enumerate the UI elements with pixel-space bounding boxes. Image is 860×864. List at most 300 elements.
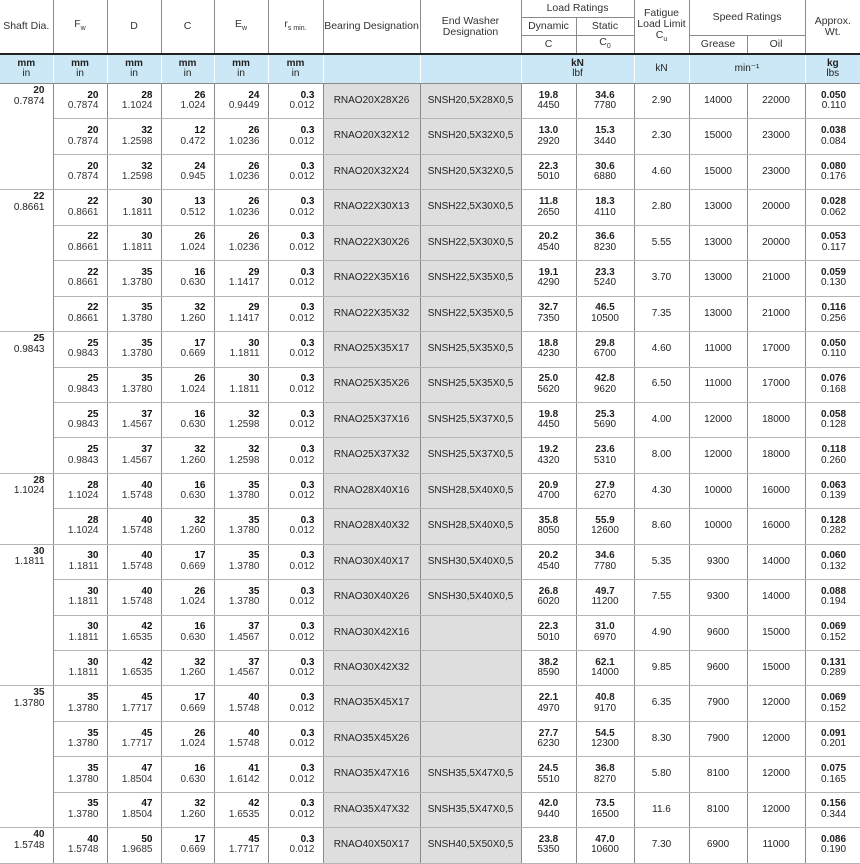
speed-grease: 9300: [689, 580, 747, 615]
dynamic-lbf: 4540: [537, 560, 560, 572]
c-mm: 26: [194, 585, 206, 597]
dynamic-kn: 11.8: [539, 196, 558, 208]
rs-mm: 0.3: [300, 479, 315, 491]
speed-oil: 16000: [747, 473, 805, 508]
speed-oil: 14000: [747, 544, 805, 579]
static-load-cell: [576, 367, 634, 402]
c-mm: 32: [194, 302, 206, 314]
c-mm: 16: [194, 763, 206, 775]
weight-kg: 0.131: [821, 656, 847, 668]
bearing-designation: RNAO30X42X32: [323, 651, 420, 686]
shaft-mm: 25: [33, 333, 45, 345]
ew-mm: 35: [248, 514, 260, 526]
c-cell: [161, 261, 214, 296]
weight-cell: [805, 154, 860, 189]
fatigue-limit: 5.35: [634, 544, 689, 579]
c-mm: 26: [194, 373, 206, 385]
washer-designation: SNSH22,5X35X0,5: [420, 261, 521, 296]
static-kn: 25.3: [595, 408, 615, 420]
weight-kg: 0.080: [821, 160, 847, 172]
d-mm: 37: [141, 444, 153, 456]
shaft-in: 0.7874: [13, 95, 45, 107]
c-cell: [161, 367, 214, 402]
fw-mm: 25: [87, 444, 99, 456]
d-cell: [107, 651, 161, 686]
dynamic-load-cell: [521, 828, 576, 863]
speed-grease: 7900: [689, 721, 747, 756]
fatigue-limit: 2.30: [634, 119, 689, 154]
fatigue-limit: 7.35: [634, 296, 689, 331]
rs-in: 0.012: [289, 631, 315, 643]
speed-oil: 14000: [747, 580, 805, 615]
rs-in: 0.012: [289, 738, 315, 750]
table-row: [0, 296, 860, 331]
weight-cell: [805, 119, 860, 154]
shaft-dia-cell: [0, 190, 53, 332]
weight-kg: 0.060: [821, 550, 847, 562]
ew-cell: [214, 828, 268, 863]
weight-cell: [805, 580, 860, 615]
static-kn: 47.0: [595, 833, 615, 845]
shaft-in: 1.1024: [13, 485, 45, 497]
weight-lbs: 0.062: [821, 206, 847, 218]
c-mm: 16: [194, 266, 206, 278]
rs-in: 0.012: [289, 419, 315, 431]
ew-cell: [214, 119, 268, 154]
weight-kg: 0.118: [821, 444, 847, 456]
ew-in: 1.0236: [228, 206, 260, 218]
rs-mm: 0.3: [300, 763, 315, 775]
dynamic-kn: 20.9: [538, 479, 559, 491]
ew-cell: [214, 792, 268, 827]
ew-cell: [214, 473, 268, 508]
ew-mm: 24: [248, 89, 260, 101]
speed-grease: 13000: [689, 225, 747, 260]
static-load-cell: [576, 721, 634, 756]
static-kn: 15.3: [595, 125, 615, 137]
table-row: [0, 402, 860, 437]
washer-designation: SNSH30,5X40X0,5: [420, 544, 521, 579]
shaft-in: 1.3780: [13, 697, 45, 709]
c-cell: [161, 438, 214, 473]
weight-lbs: 0.139: [821, 490, 847, 502]
dynamic-lbf: 5510: [537, 773, 560, 785]
static-load-cell: [576, 792, 634, 827]
d-mm: 45: [141, 727, 153, 739]
fw-in: 0.9843: [67, 454, 99, 466]
weight-lbs: 0.152: [821, 702, 847, 714]
weight-kg: 0.091: [821, 727, 847, 739]
fw-in: 1.1811: [68, 631, 99, 643]
weight-cell: [805, 792, 860, 827]
rs-mm: 0.3: [300, 408, 315, 420]
washer-designation: SNSH25,5X37X0,5: [420, 402, 521, 437]
speed-oil: 17000: [747, 332, 805, 367]
static-lbf: 14000: [591, 667, 619, 679]
rs-mm: 0.3: [300, 833, 315, 845]
bearing-designation: RNAO25X37X16: [323, 402, 420, 437]
weight-lbs: 0.110: [821, 348, 847, 360]
d-mm: 40: [141, 514, 153, 526]
weight-cell: [805, 438, 860, 473]
rs-cell: [268, 190, 323, 225]
rs-mm: 0.3: [300, 727, 315, 739]
fatigue-limit: 4.00: [634, 402, 689, 437]
table-row: [0, 651, 860, 686]
fw-mm: 35: [87, 798, 99, 810]
speed-grease: 13000: [689, 296, 747, 331]
fw-cell: [53, 792, 107, 827]
static-load-cell: [576, 119, 634, 154]
speed-oil: 18000: [747, 438, 805, 473]
shaft-mm: 40: [33, 829, 45, 841]
d-in: 1.5748: [121, 490, 153, 502]
ew-mm: 42: [248, 798, 260, 810]
fw-in: 1.3780: [67, 773, 99, 785]
dynamic-load-cell: [521, 296, 576, 331]
table-row: [0, 544, 860, 579]
washer-designation: SNSH40,5X50X0,5: [420, 828, 521, 863]
shaft-dia-cell: [0, 84, 53, 190]
d-in: 1.8504: [121, 773, 153, 785]
speed-grease: 10000: [689, 509, 747, 544]
dynamic-kn: 20.2: [538, 550, 559, 562]
static-kn: 49.7: [595, 585, 615, 597]
ew-cell: [214, 402, 268, 437]
rs-in: 0.012: [289, 348, 315, 360]
table-row: [0, 438, 860, 473]
table-row: [0, 190, 860, 225]
fatigue-limit: 8.00: [634, 438, 689, 473]
d-mm: 50: [141, 833, 153, 845]
rs-in: 0.012: [289, 135, 315, 147]
fatigue-limit: 6.35: [634, 686, 689, 721]
washer-designation: SNSH20,5X28X0,5: [420, 84, 521, 119]
static-load-cell: [576, 225, 634, 260]
d-cell: [107, 154, 161, 189]
table-row: [0, 615, 860, 650]
weight-cell: [805, 473, 860, 508]
static-lbf: 12300: [591, 738, 619, 750]
shaft-dia-cell: [0, 686, 53, 828]
dynamic-kn: 38.2: [538, 656, 559, 668]
bearing-designation: RNAO22X35X32: [323, 296, 420, 331]
static-lbf: 11200: [591, 596, 619, 608]
ew-mm: 35: [248, 550, 260, 562]
washer-designation: SNSH22,5X35X0,5: [420, 296, 521, 331]
ew-mm: 37: [248, 621, 260, 633]
fw-mm: 20: [87, 125, 99, 137]
speed-grease: 8100: [689, 757, 747, 792]
ew-cell: [214, 544, 268, 579]
header-load-ratings: Load Ratings: [521, 0, 634, 17]
c-in: 1.024: [180, 738, 206, 750]
weight-kg: 0.086: [821, 833, 847, 845]
rs-mm: 0.3: [300, 585, 315, 597]
weight-kg: 0.053: [821, 231, 847, 243]
rs-in: 0.012: [289, 773, 315, 785]
fw-cell: [53, 615, 107, 650]
ew-mm: 30: [248, 337, 260, 349]
unit-mm-in: mm in: [0, 54, 53, 84]
washer-designation: [420, 615, 521, 650]
unit-kg-lbs: kg lbs: [805, 54, 860, 84]
washer-designation: SNSH20,5X32X0,5: [420, 119, 521, 154]
bearing-designation: RNAO20X32X24: [323, 154, 420, 189]
d-mm: 32: [141, 160, 153, 172]
static-lbf: 6700: [593, 348, 617, 360]
ew-in: 1.1811: [229, 383, 260, 395]
fw-mm: 22: [87, 266, 99, 278]
fw-in: 1.1024: [67, 525, 99, 537]
unit-mm-in: mm in: [53, 54, 107, 84]
rs-in: 0.012: [289, 383, 315, 395]
rs-in: 0.012: [289, 490, 315, 502]
unit-mm-in: mm in: [214, 54, 268, 84]
fw-cell: [53, 651, 107, 686]
washer-designation: SNSH35,5X47X0,5: [420, 792, 521, 827]
bearing-designation: RNAO25X37X32: [323, 438, 420, 473]
header-oil: Oil: [747, 35, 805, 54]
static-load-cell: [576, 402, 634, 437]
d-in: 1.7717: [121, 702, 153, 714]
speed-grease: 7900: [689, 686, 747, 721]
speed-oil: 15000: [747, 615, 805, 650]
weight-lbs: 0.289: [821, 667, 847, 679]
weight-cell: [805, 332, 860, 367]
bearing-designation: RNAO22X35X16: [323, 261, 420, 296]
rs-in: 0.012: [289, 206, 315, 218]
rs-in: 0.012: [289, 525, 315, 537]
static-lbf: 10500: [591, 312, 619, 324]
speed-oil: 16000: [747, 509, 805, 544]
shaft-mm: 20: [33, 85, 45, 96]
unit-mm-in: mm in: [107, 54, 161, 84]
bearing-designation: RNAO25X35X26: [323, 367, 420, 402]
rs-in: 0.012: [289, 100, 315, 112]
speed-oil: 11000: [747, 828, 805, 863]
ew-mm: 26: [248, 231, 260, 243]
ew-cell: [214, 438, 268, 473]
d-cell: [107, 332, 161, 367]
unit-empty: [420, 54, 521, 84]
d-cell: [107, 225, 161, 260]
c-in: 0.472: [180, 135, 206, 147]
speed-oil: 21000: [747, 261, 805, 296]
weight-kg: 0.050: [821, 337, 847, 349]
rs-in: 0.012: [289, 560, 315, 572]
rs-cell: [268, 119, 323, 154]
rs-mm: 0.3: [300, 514, 315, 526]
ew-mm: 26: [248, 160, 260, 172]
header-static: Static: [576, 17, 634, 35]
table-row: [0, 509, 860, 544]
ew-mm: 26: [248, 125, 260, 137]
speed-oil: 23000: [747, 119, 805, 154]
ew-cell: [214, 154, 268, 189]
weight-cell: [805, 190, 860, 225]
d-in: 1.2598: [121, 135, 153, 147]
d-cell: [107, 402, 161, 437]
weight-lbs: 0.260: [821, 454, 847, 466]
fw-in: 1.5748: [67, 844, 99, 856]
ew-in: 1.5748: [228, 702, 260, 714]
c-in: 0.669: [180, 348, 206, 360]
weight-cell: [805, 296, 860, 331]
c-cell: [161, 84, 214, 119]
rs-mm: 0.3: [300, 266, 315, 278]
washer-designation: SNSH20,5X32X0,5: [420, 154, 521, 189]
static-load-cell: [576, 651, 634, 686]
weight-kg: 0.058: [821, 408, 847, 420]
ew-cell: [214, 225, 268, 260]
header-stat-symbol: $C_0$: [576, 35, 634, 54]
speed-grease: 15000: [689, 119, 747, 154]
weight-cell: [805, 261, 860, 296]
static-lbf: 5310: [593, 454, 617, 466]
weight-kg: 0.075: [821, 763, 847, 775]
c-cell: [161, 757, 214, 792]
dynamic-lbf: 6020: [537, 596, 560, 608]
shaft-in: 0.8661: [13, 201, 45, 213]
speed-grease: 9300: [689, 544, 747, 579]
rs-cell: [268, 84, 323, 119]
dynamic-load-cell: [521, 190, 576, 225]
c-in: 0.669: [180, 560, 206, 572]
dynamic-lbf: 2920: [537, 135, 560, 147]
dynamic-kn: 35.8: [538, 514, 559, 526]
header-fatigue: Fatigue Load Limit $C_u$: [634, 0, 689, 54]
c-cell: [161, 332, 214, 367]
rs-cell: [268, 580, 323, 615]
speed-grease: 9600: [689, 651, 747, 686]
dynamic-load-cell: [521, 367, 576, 402]
weight-kg: 0.116: [821, 302, 847, 314]
speed-grease: 15000: [689, 154, 747, 189]
fw-mm: 25: [87, 373, 99, 385]
ew-cell: [214, 580, 268, 615]
d-cell: [107, 438, 161, 473]
unit-row-group: [0, 54, 860, 84]
table-row: [0, 225, 860, 260]
dynamic-lbf: 6230: [537, 738, 560, 750]
header-fw: $F_w$: [53, 0, 107, 54]
static-kn: 23.3: [595, 266, 615, 278]
dynamic-lbf: 5010: [537, 631, 560, 643]
fw-mm: 30: [87, 550, 99, 562]
table-header: [0, 0, 860, 54]
rs-cell: [268, 792, 323, 827]
d-mm: 40: [141, 585, 153, 597]
c-cell: [161, 580, 214, 615]
fw-cell: [53, 473, 107, 508]
fw-cell: [53, 580, 107, 615]
static-lbf: 8230: [593, 241, 617, 253]
bearing-designation: RNAO28X40X16: [323, 473, 420, 508]
dynamic-kn: 22.3: [538, 621, 559, 633]
static-lbf: 7780: [593, 100, 617, 112]
ew-cell: [214, 615, 268, 650]
shaft-in: 1.1811: [14, 556, 45, 568]
static-load-cell: [576, 757, 634, 792]
d-in: 1.4567: [121, 454, 153, 466]
speed-oil: 21000: [747, 296, 805, 331]
dynamic-kn: 23.8: [538, 833, 559, 845]
dynamic-load-cell: [521, 509, 576, 544]
fw-cell: [53, 509, 107, 544]
static-kn: 18.3: [595, 196, 615, 208]
rs-cell: [268, 402, 323, 437]
rs-mm: 0.3: [300, 444, 315, 456]
d-in: 1.3780: [121, 383, 153, 395]
rs-cell: [268, 651, 323, 686]
dynamic-load-cell: [521, 721, 576, 756]
c-in: 1.260: [180, 525, 206, 537]
header-ew: $E_w$: [214, 0, 268, 54]
unit-row: [0, 54, 860, 84]
c-in: 1.024: [180, 241, 206, 253]
d-mm: 35: [141, 302, 153, 314]
ew-mm: 40: [248, 727, 260, 739]
shaft-mm: 28: [33, 474, 45, 486]
rs-in: 0.012: [289, 702, 315, 714]
rs-mm: 0.3: [300, 302, 315, 314]
fw-in: 0.9843: [67, 383, 99, 395]
c-mm: 26: [194, 231, 206, 243]
fw-in: 0.7874: [67, 171, 99, 183]
static-kn: 42.8: [595, 373, 615, 385]
header-dyn-symbol: C: [521, 35, 576, 54]
fw-mm: 30: [87, 621, 99, 633]
c-cell: [161, 119, 214, 154]
bearing-designation: RNAO35X45X17: [323, 686, 420, 721]
header-dynamic: Dynamic: [521, 17, 576, 35]
static-lbf: 6880: [593, 171, 617, 183]
weight-lbs: 0.165: [821, 773, 847, 785]
ew-mm: 40: [248, 692, 260, 704]
fw-mm: 25: [87, 337, 99, 349]
ew-cell: [214, 509, 268, 544]
dynamic-load-cell: [521, 84, 576, 119]
speed-grease: 14000: [689, 84, 747, 119]
fw-mm: 28: [87, 479, 99, 491]
weight-lbs: 0.130: [821, 277, 847, 289]
ew-cell: [214, 296, 268, 331]
fw-cell: [53, 261, 107, 296]
c-in: 1.260: [180, 312, 206, 324]
unit-mm-in: mm in: [268, 54, 323, 84]
c-in: 0.669: [180, 844, 206, 856]
fw-in: 1.3780: [67, 702, 99, 714]
weight-lbs: 0.282: [821, 525, 847, 537]
static-kn: 73.5: [595, 798, 615, 810]
table-row: [0, 154, 860, 189]
washer-designation: SNSH25,5X35X0,5: [420, 367, 521, 402]
d-mm: 47: [141, 798, 153, 810]
speed-grease: 12000: [689, 402, 747, 437]
dynamic-lbf: 4450: [537, 100, 560, 112]
fatigue-limit: 9.85: [634, 651, 689, 686]
weight-cell: [805, 721, 860, 756]
static-lbf: 6270: [593, 490, 617, 502]
d-in: 1.4567: [121, 419, 153, 431]
c-cell: [161, 544, 214, 579]
static-kn: 34.6: [595, 89, 615, 101]
table-row: [0, 84, 860, 119]
ew-in: 1.3780: [228, 490, 260, 502]
rs-mm: 0.3: [300, 692, 315, 704]
fw-in: 0.7874: [67, 100, 99, 112]
